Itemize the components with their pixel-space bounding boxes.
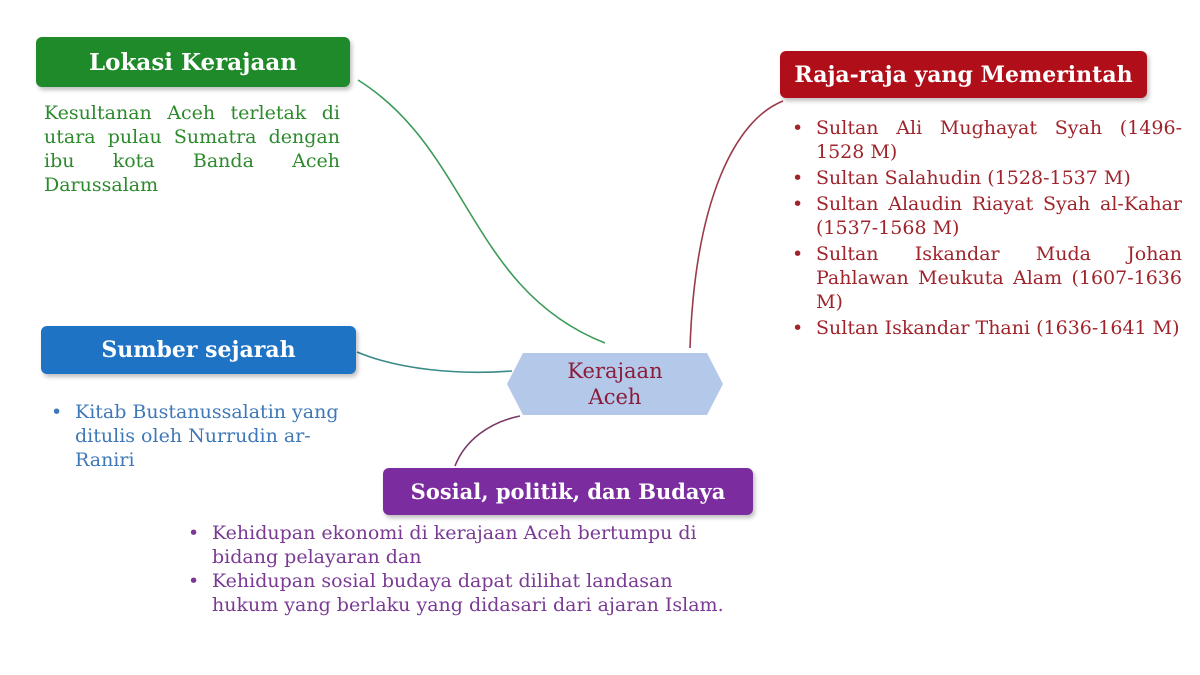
- list-item: • Sultan Iskandar Thani (1636-1641 M): [792, 317, 1180, 339]
- center-label-line2: Aceh: [588, 385, 642, 409]
- list-item: • Kitab Bustanussalatin yang ditulis oleh Nurrudin ar-Raniri: [51, 401, 339, 471]
- sumber-list: [45, 400, 345, 472]
- raja-item-text: Sultan Salahudin (1528-1537 M): [816, 167, 1131, 189]
- sumber-item-text: Kitab Bustanussalatin yang ditulis oleh Nurrudin ar-Raniri: [75, 401, 339, 471]
- sosial-list: [182, 521, 742, 617]
- list-item: • Kehidupan sosial budaya dapat dilihat landasan hukum yang berlaku yang didasari dari ajaran Islam.: [188, 570, 724, 616]
- center-label-line1: Kerajaan: [567, 359, 663, 383]
- raja-item-text: Sultan Ali Mughayat Syah (1496-1528 M): [816, 117, 1182, 163]
- lokasi-text: Kesultanan Aceh terletak di utara pulau Sumatra dengan ibu kota Banda Aceh Darussalam: [44, 102, 340, 196]
- sumber-header: Sumber sejarah: [41, 326, 356, 374]
- center-label: [507, 353, 723, 415]
- sosial-item-text: Kehidupan ekonomi di kerajaan Aceh bertumpu di bidang pelayaran dan: [212, 522, 697, 568]
- raja-item-text: Sultan Iskandar Muda Johan Pahlawan Meukuta Alam (1607-1636 M): [816, 243, 1182, 313]
- connector-lokasi: [358, 80, 605, 343]
- sosial-header: Sosial, politik, dan Budaya: [383, 468, 753, 515]
- list-item: • Sultan Iskandar Muda Johan Pahlawan Meukuta Alam (1607-1636 M): [792, 243, 1182, 313]
- raja-list: [786, 116, 1182, 342]
- center-node: [507, 353, 723, 415]
- sosial-item-text: Kehidupan sosial budaya dapat dilihat landasan hukum yang berlaku yang didasari dari ajaran Islam.: [212, 570, 724, 616]
- raja-header: Raja-raja yang Memerintah: [780, 51, 1147, 98]
- connector-sosial: [455, 416, 520, 466]
- list-item: • Sultan Salahudin (1528-1537 M): [792, 167, 1131, 189]
- connector-sumber: [357, 352, 512, 372]
- raja-item-text: Sultan Iskandar Thani (1636-1641 M): [816, 317, 1180, 339]
- list-item: • Sultan Ali Mughayat Syah (1496-1528 M): [792, 117, 1182, 163]
- list-item: • Kehidupan ekonomi di kerajaan Aceh bertumpu di bidang pelayaran dan: [188, 522, 697, 568]
- lokasi-header: Lokasi Kerajaan: [36, 37, 350, 87]
- connector-raja: [690, 101, 783, 348]
- list-item: • Sultan Alaudin Riayat Syah al-Kahar (1537-1568 M): [792, 193, 1182, 239]
- raja-item-text: Sultan Alaudin Riayat Syah al-Kahar (1537-1568 M): [816, 193, 1182, 239]
